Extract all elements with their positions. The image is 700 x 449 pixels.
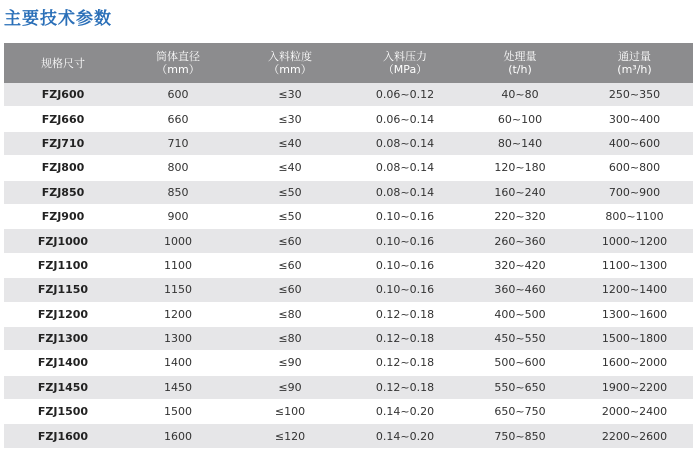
header-feed-pressure-label: 入料压力	[383, 50, 427, 63]
header-capacity	[464, 43, 576, 83]
cell-model: FZJ660	[4, 107, 122, 131]
cell-feed-pressure: 0.14~0.20	[346, 424, 464, 448]
cell-capacity: 320~420	[464, 253, 576, 277]
cell-model: FZJ1100	[4, 253, 122, 277]
cell-feed-size: ≤40	[234, 156, 346, 180]
cell-capacity: 500~600	[464, 351, 576, 375]
header-throughput	[576, 43, 693, 83]
cell-diameter: 1200	[122, 302, 234, 326]
cell-feed-size: ≤50	[234, 180, 346, 204]
cell-feed-pressure: 0.08~0.14	[346, 131, 464, 155]
cell-throughput: 1100~1300	[576, 253, 693, 277]
cell-capacity: 40~80	[464, 83, 576, 107]
cell-diameter: 1450	[122, 375, 234, 399]
table-row	[4, 83, 693, 107]
cell-capacity: 160~240	[464, 180, 576, 204]
header-throughput-unit: (m³/h)	[617, 63, 652, 76]
table-row	[4, 424, 693, 448]
cell-model: FZJ1200	[4, 302, 122, 326]
cell-throughput: 700~900	[576, 180, 693, 204]
cell-throughput: 1600~2000	[576, 351, 693, 375]
cell-model: FZJ1600	[4, 424, 122, 448]
header-feed-pressure-unit: （MPa）	[382, 63, 428, 76]
cell-feed-pressure: 0.06~0.14	[346, 107, 464, 131]
cell-model: FZJ900	[4, 204, 122, 228]
cell-feed-pressure: 0.10~0.16	[346, 253, 464, 277]
cell-capacity: 400~500	[464, 302, 576, 326]
table-header-row	[4, 43, 693, 83]
cell-throughput: 250~350	[576, 83, 693, 107]
cell-capacity: 80~140	[464, 131, 576, 155]
cell-feed-size: ≤60	[234, 278, 346, 302]
cell-capacity: 60~100	[464, 107, 576, 131]
cell-feed-size: ≤80	[234, 326, 346, 350]
cell-model: FZJ850	[4, 180, 122, 204]
cell-capacity: 220~320	[464, 204, 576, 228]
table-row	[4, 326, 693, 350]
table-row	[4, 375, 693, 399]
cell-model: FZJ1450	[4, 375, 122, 399]
cell-feed-pressure: 0.14~0.20	[346, 400, 464, 424]
cell-throughput: 2000~2400	[576, 400, 693, 424]
cell-throughput: 1500~1800	[576, 326, 693, 350]
cell-feed-size: ≤80	[234, 302, 346, 326]
cell-throughput: 1000~1200	[576, 229, 693, 253]
cell-feed-size: ≤90	[234, 375, 346, 399]
cell-throughput: 2200~2600	[576, 424, 693, 448]
cell-model: FZJ800	[4, 156, 122, 180]
table-row	[4, 302, 693, 326]
page-title: 主要技术参数	[4, 9, 112, 29]
table-row	[4, 131, 693, 155]
header-model-label: 规格尺寸	[41, 56, 85, 70]
cell-feed-size: ≤60	[234, 229, 346, 253]
cell-diameter: 1400	[122, 351, 234, 375]
cell-diameter: 900	[122, 204, 234, 228]
header-diameter	[122, 43, 234, 83]
cell-diameter: 1300	[122, 326, 234, 350]
table-body	[4, 83, 693, 448]
cell-diameter: 660	[122, 107, 234, 131]
cell-throughput: 600~800	[576, 156, 693, 180]
header-diameter-unit: （mm）	[156, 63, 200, 76]
cell-model: FZJ1500	[4, 400, 122, 424]
cell-diameter: 1100	[122, 253, 234, 277]
table-row	[4, 180, 693, 204]
cell-throughput: 800~1100	[576, 204, 693, 228]
cell-feed-pressure: 0.12~0.18	[346, 351, 464, 375]
cell-throughput: 1900~2200	[576, 375, 693, 399]
cell-capacity: 360~460	[464, 278, 576, 302]
cell-model: FZJ1400	[4, 351, 122, 375]
cell-feed-pressure: 0.10~0.16	[346, 278, 464, 302]
table-row	[4, 204, 693, 228]
cell-diameter: 1150	[122, 278, 234, 302]
header-feed-size-label: 入料粒度	[268, 50, 312, 63]
cell-model: FZJ1300	[4, 326, 122, 350]
cell-capacity: 650~750	[464, 400, 576, 424]
cell-diameter: 710	[122, 131, 234, 155]
cell-feed-pressure: 0.08~0.14	[346, 156, 464, 180]
cell-throughput: 1300~1600	[576, 302, 693, 326]
cell-diameter: 1000	[122, 229, 234, 253]
cell-throughput: 1200~1400	[576, 278, 693, 302]
cell-feed-size: ≤90	[234, 351, 346, 375]
table-row	[4, 253, 693, 277]
cell-capacity: 260~360	[464, 229, 576, 253]
header-diameter-label: 筒体直径	[156, 50, 200, 63]
cell-feed-size: ≤120	[234, 424, 346, 448]
header-feed-size	[234, 43, 346, 83]
header-capacity-unit: (t/h)	[508, 63, 532, 76]
spec-table	[4, 43, 693, 449]
cell-feed-size: ≤30	[234, 83, 346, 107]
cell-capacity: 550~650	[464, 375, 576, 399]
cell-model: FZJ600	[4, 83, 122, 107]
cell-feed-size: ≤50	[234, 204, 346, 228]
cell-feed-size: ≤30	[234, 107, 346, 131]
cell-diameter: 600	[122, 83, 234, 107]
table-row	[4, 351, 693, 375]
header-throughput-label: 通过量	[618, 50, 651, 63]
cell-feed-pressure: 0.10~0.16	[346, 204, 464, 228]
table-row	[4, 400, 693, 424]
cell-diameter: 850	[122, 180, 234, 204]
cell-throughput: 300~400	[576, 107, 693, 131]
table-row	[4, 107, 693, 131]
cell-capacity: 450~550	[464, 326, 576, 350]
header-capacity-label: 处理量	[503, 50, 537, 63]
table-row	[4, 229, 693, 253]
cell-capacity: 750~850	[464, 424, 576, 448]
header-feed-size-unit: （mm）	[268, 63, 312, 76]
cell-feed-pressure: 0.12~0.18	[346, 375, 464, 399]
cell-feed-pressure: 0.10~0.16	[346, 229, 464, 253]
cell-model: FZJ710	[4, 131, 122, 155]
header-model	[4, 43, 122, 83]
cell-feed-size: ≤100	[234, 400, 346, 424]
table-row	[4, 278, 693, 302]
cell-model: FZJ1150	[4, 278, 122, 302]
cell-feed-pressure: 0.12~0.18	[346, 326, 464, 350]
cell-diameter: 800	[122, 156, 234, 180]
cell-capacity: 120~180	[464, 156, 576, 180]
cell-feed-pressure: 0.12~0.18	[346, 302, 464, 326]
cell-model: FZJ1000	[4, 229, 122, 253]
cell-feed-pressure: 0.08~0.14	[346, 180, 464, 204]
cell-feed-size: ≤40	[234, 131, 346, 155]
cell-feed-size: ≤60	[234, 253, 346, 277]
table-row	[4, 156, 693, 180]
cell-throughput: 400~600	[576, 131, 693, 155]
cell-diameter: 1600	[122, 424, 234, 448]
cell-diameter: 1500	[122, 400, 234, 424]
header-feed-pressure	[346, 43, 464, 83]
cell-feed-pressure: 0.06~0.12	[346, 83, 464, 107]
